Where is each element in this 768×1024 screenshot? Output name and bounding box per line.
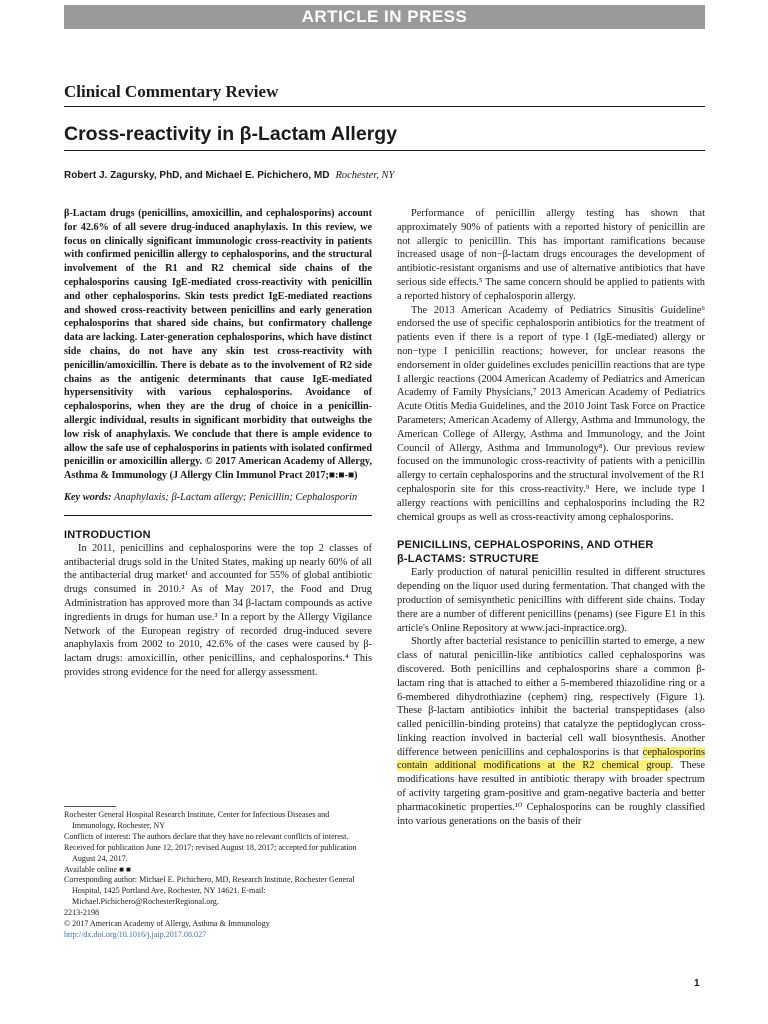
paragraph-guidelines: The 2013 American Academy of Pediatrics Sinusitis Guideline⁶ endorsed the use of specific cephalosporin antibiotics for the treatment of patients even if there is a report of type I (IgE-mediated) allergy or non−type I penicillin reactions; however, for unclear reasons the endorsement in older guidelines excludes penicillin reactions that are type I allergic reactions (2004 American Academy of Pediatrics and American Academy of Family Physicians,⁷ 2013 American Academy of Pediatrics Acute Otitis Media Guidelines, and the 2010 Joint Task Force on Practice Parameters; American Academy of Allergy, Asthma and Immunology, the American College of Allergy, Asthma and Immunology, and the Joint Council of Allergy, Asthma and Immunology⁸). Our previous review focused on the immunologic cross-reactivity of patients with a penicillin allergy to certain cephalosporins and the structural involvement of the R1 cephalosporin site for this cross-reactivity.⁹ Here, we include type I allergy reactions with penicillins and cephalosporins including the R2 chemical groups as well as cross-reactivity among cephalosporins. [397, 304, 705, 523]
structure-heading-line1: PENICILLINS, CEPHALOSPORINS, AND OTHER [397, 539, 654, 552]
introduction-text: In 2011, penicillins and cephalosporins were the top 2 classes of antibacterial drugs sold in the United States, making up nearly 60% of all the antibacterial drug market¹ and accounted for 55% of global antibiotic drugs consumed in 2010.² As of May 2017, the Food and Drug Administration has approved more than 34 β-lactam compounds as active ingredients in drugs for human use.³ In a report by the Allergy Vigilance Network of the European registry of recorded drug-induced severe anaphylaxis from 2002 to 2010, 42.6% of the cases were caused by β-lactam drugs: amoxicillin, other penicillins, and cephalosporins.⁴ This provides strong evidence for the need for allergy assessment. [64, 542, 372, 678]
article-in-press-banner: ARTICLE IN PRESS [64, 5, 705, 29]
left-column [64, 207, 372, 680]
highlighted-text[interactable]: cephalosporins contain additional modifications at the R2 chemical group [397, 746, 705, 772]
paragraph-testing: Performance of penicillin allergy testing has shown that approximately 90% of patients with a reported history of penicillin are not allergic to penicillin. This has important ramifications because increased usage of non−β-lactam drugs encourages the development of antibiotic-resistant organisms and use of alternative antibiotics that have serious side effects.⁵ The same concern should be applied to patients with a reported history of cephalosporin allergy. [397, 208, 705, 302]
cephalosporins-text-end: . These modifications have resulted in antibiotic therapy with broader spectrum of activity targeting gram-positive and gram-negative bacteria and better pharmacokinetic properties.¹⁰ Cephalosporins can be roughly classified into various generations on the basis of their [397, 760, 705, 827]
available-note: Available online ■ ■ [64, 864, 131, 874]
paragraph-cephalosporins [397, 635, 705, 828]
cephalosporins-text-start: Shortly after bacterial resistance to penicillin started to emerge, a new class of natural penicillin-like antibiotics called cephalosporins was discovered. Both penicillins and cephalosporins share a common β-lactam ring that is attached to either a 5-membered thiazolidine ring or a 6-membered dihydrothiazine (cephem) ring, respectively (Figure 1). These β-lactam antibiotics inhibit the bacterial transpeptidases (also called penicillin-binding proteins) that catalyze the peptidoglycan cross-linking reaction involved in bacterial cell wall biosynthesis. Another difference between penicillins and cephalosporins is that [397, 636, 705, 758]
copyright-note: © 2017 American Academy of Allergy, Asthma & Immunology [64, 919, 270, 929]
received-note: Received for publication June 12, 2017; revised August 18, 2017; accepted for publication August 24, 2017. [64, 842, 357, 863]
structure-heading-line2: β-LACTAMS: STRUCTURE [397, 553, 539, 566]
introduction-heading: INTRODUCTION [64, 528, 151, 541]
issn: 2213-2198 [64, 908, 100, 918]
doi-link[interactable]: http://dx.doi.org/10.1016/j.jaip.2017.08.027 [64, 929, 207, 939]
paragraph-penicillin-production: Early production of natural penicillin resulted in different structures depending on the liquor used during fermentation. That changed with the production of semisynthetic penicillins with different side chains. Today there are a number of different penicillins (penams) (see Figure E1 in this article's Online Repository at www.jaci-inpractice.org). [397, 567, 705, 634]
title-divider [64, 150, 705, 151]
right-column [397, 207, 705, 828]
keywords-label: Key words: [64, 491, 112, 503]
conflicts-note: Conflicts of interest: The authors declare that they have no relevant conflicts of interest. [64, 831, 349, 841]
section-title: Clinical Commentary Review [64, 82, 279, 101]
keywords-line [64, 491, 372, 505]
authors: Robert J. Zagursky, PhD, and Michael E. Pichichero, MD [64, 170, 330, 181]
footnotes [64, 806, 372, 941]
article-title: Cross-reactivity in β-Lactam Allergy [64, 123, 398, 145]
page-number: 1 [694, 978, 700, 989]
corresponding-author-note: Corresponding author: Michael E. Pichichero, MD, Research Institute, Rochester General Hospital, 1425 Portland Ave, Rochester, NY 14621. E-mail: Michael.Pichichero@RochesterRegional.org. [64, 875, 355, 907]
abstract: β-Lactam drugs (penicillins, amoxicillin, and cephalosporins) account for 42.6% of all severe drug-induced anaphylaxis. In this review, we focus on clinically significant immunologic cross-reactivity in patients with confirmed penicillin allergy to cephalosporins, and the structural involvement of the R1 and R2 chemical side chains of the cephalosporins causing IgE-mediated cross-reactivity with penicillin and other cephalosporins. Skin tests predict IgE-mediated reactions and showed cross-reactivity between penicillins and early generation cephalosporins that shared side chains, but confirmatory challenge data are lacking. Later-generation cephalosporins, which have distinct side chains, do not have any skin test cross-reactivity with penicillin/amoxicillin. There is debate as to the involvement of R2 side chains as the antigenic determinants that cause IgE-mediated hypersensitivity with various cephalosporins. Avoidance of cephalosporins, when they are the drug of choice in a penicillin-allergic individual, results in significant morbidity that outweighs the low risk of anaphylaxis. We conclude that there is ample evidence to allow the safe use of cephalosporins in patients with isolated confirmed penicillin or amoxicillin allergy. © 2017 American Academy of Allergy, Asthma & Immunology (J Allergy Clin Immunol Pract 2017;■:■-■) [64, 208, 372, 482]
author-line [64, 170, 394, 181]
affiliation-note: Rochester General Hospital Research Institute, Center for Infectious Diseases and Immunology, Rochester, NY [64, 810, 330, 830]
abstract-divider [64, 515, 372, 516]
keywords: Anaphylaxis; β-Lactam allergy; Penicillin; Cephalosporin [114, 491, 358, 503]
footnote-rule [64, 806, 116, 807]
header-divider [64, 106, 705, 107]
author-location: Rochester, NY [335, 170, 395, 181]
